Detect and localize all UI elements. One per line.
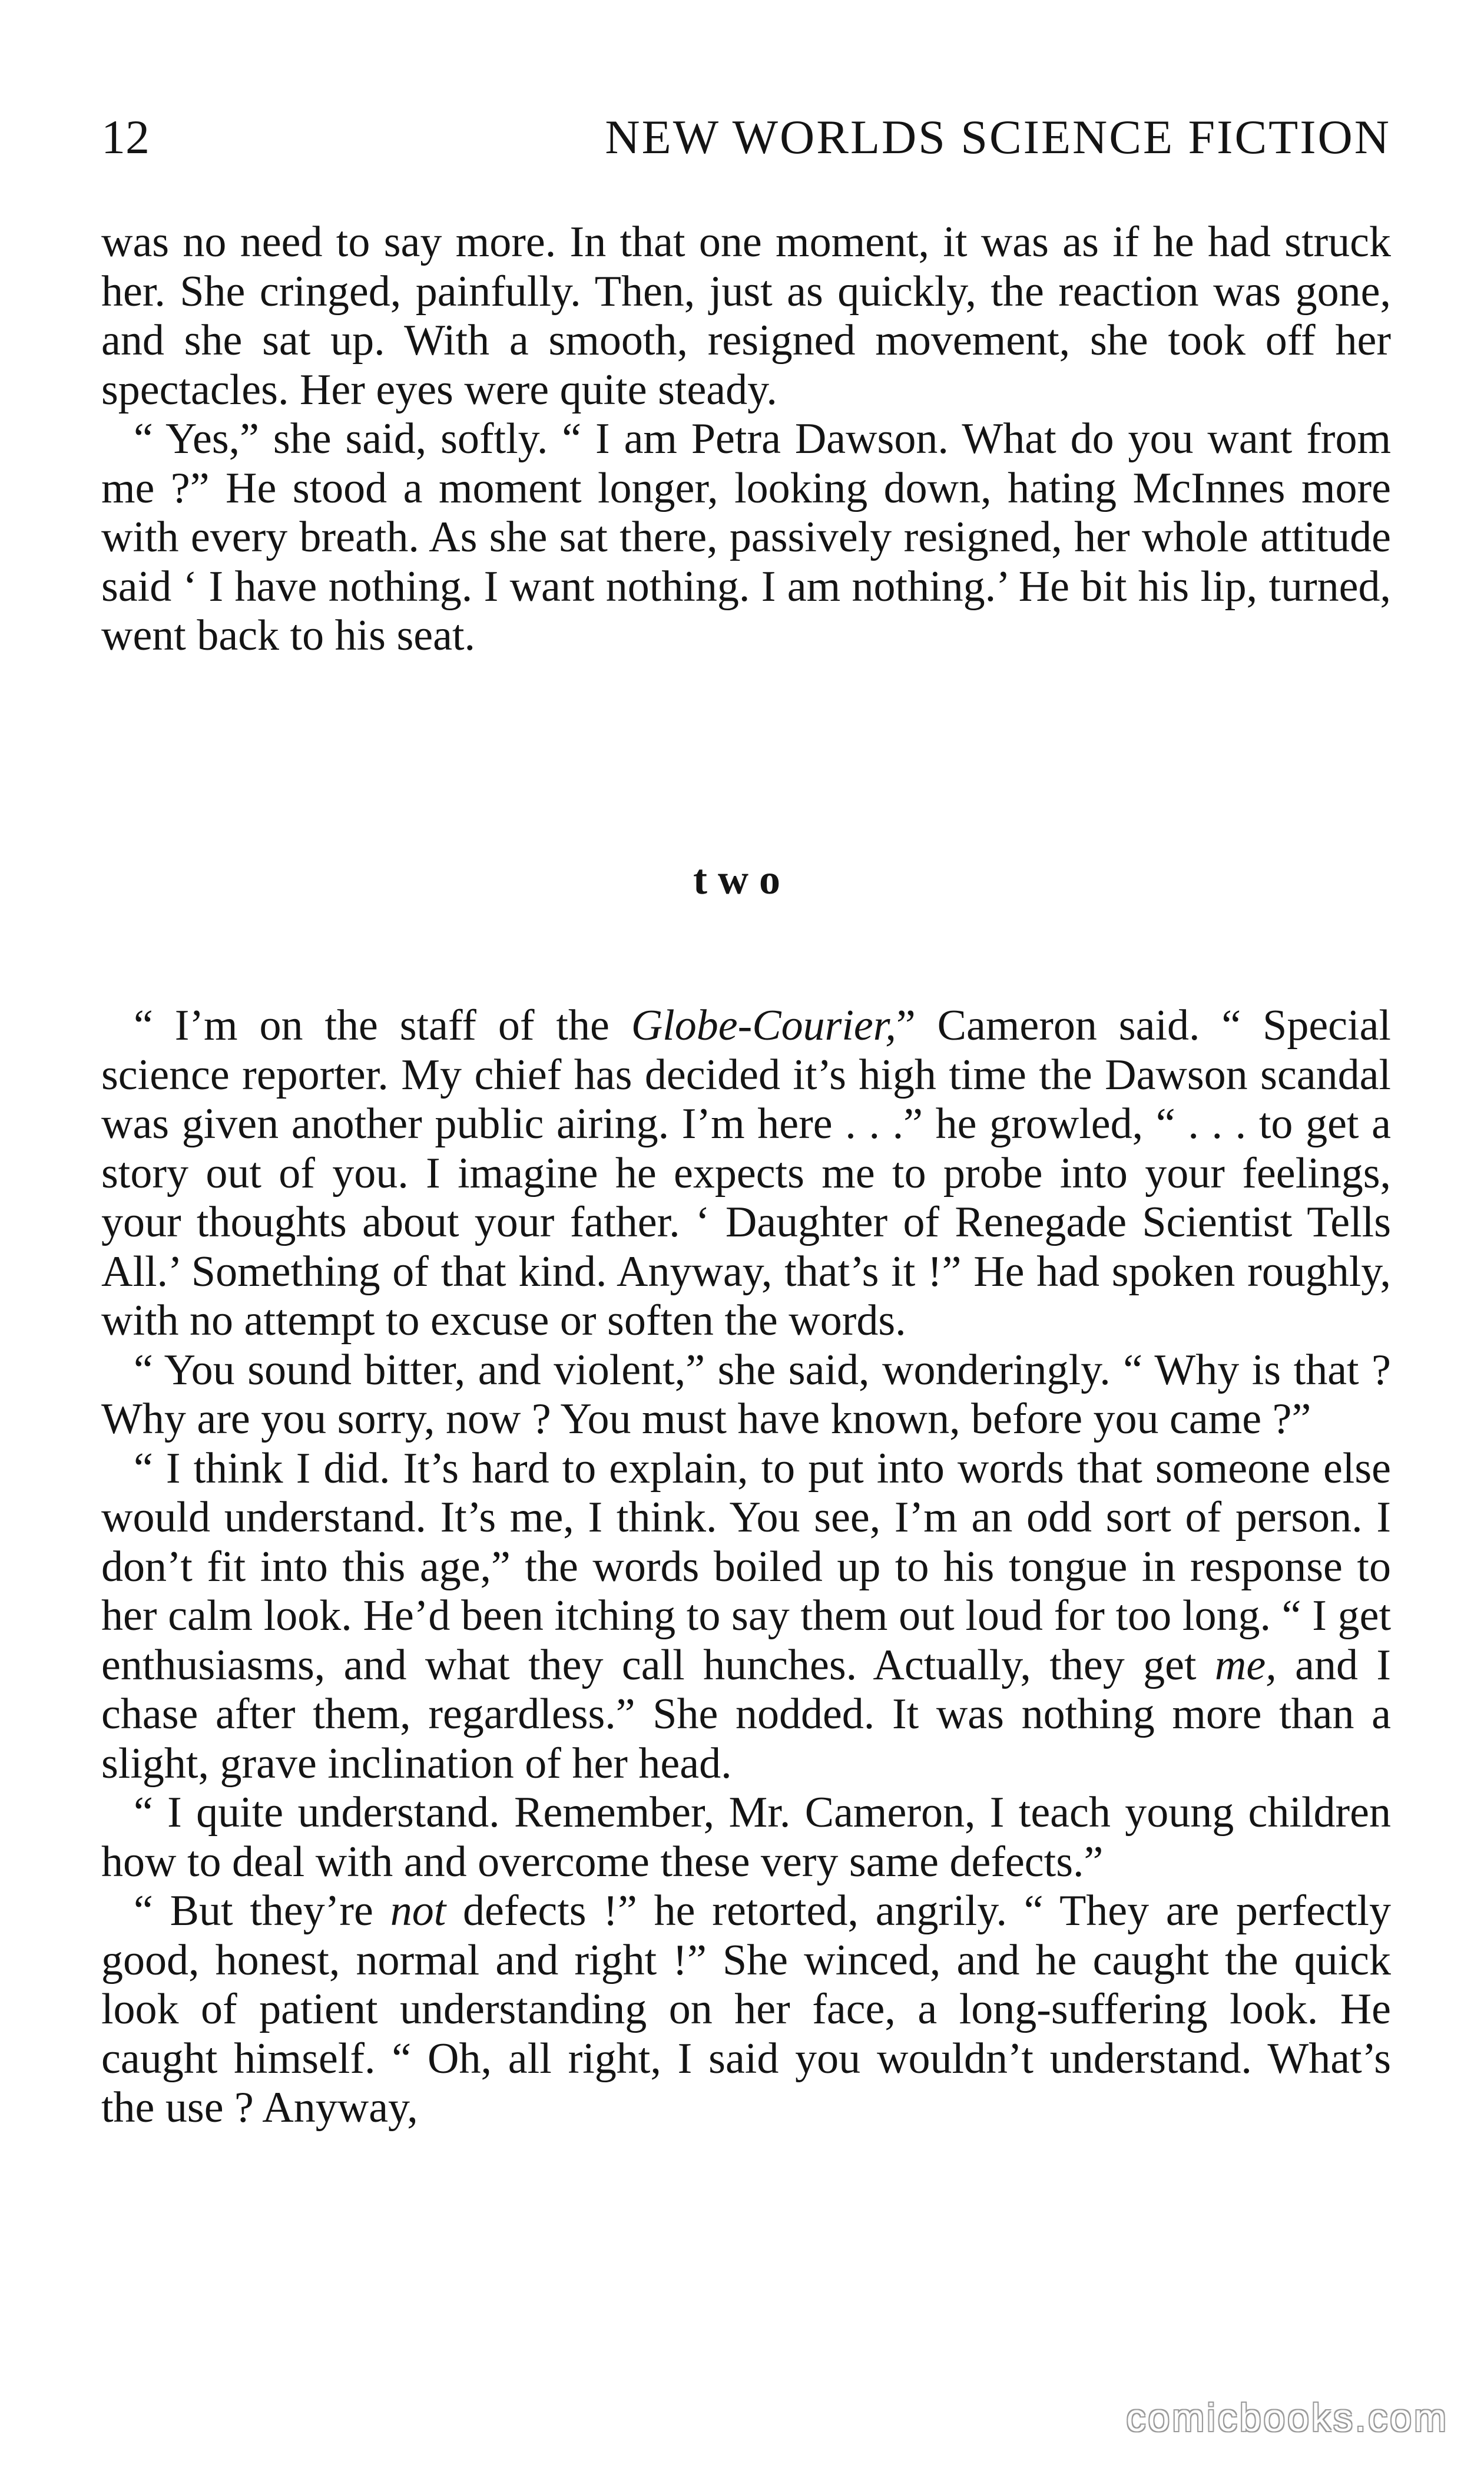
paragraph: was no need to say more. In that one moment, it was as if he had struck her. She cringed, painfully. Then, just as quickly, the reaction was gone, and she sat up. With a smooth, resigned movement, she took off her spectacles. Her eyes were quite steady. (101, 218, 1391, 414)
newspaper-name: Globe-Courier, (631, 1001, 896, 1050)
text-run: “ I think I did. It’s hard to explain, to put into words that someone else would understand. It’s me, I think. You see, I’m an odd sort of person. I don’t fit into this age,” the words boiled up to his tongue in response to her calm look. He’d been itching to say them out loud for too long. “ I get enthusiasms, and what they call hunches. Actually, they get (101, 1444, 1391, 1689)
paragraph (101, 1444, 1391, 1789)
text-run: ” Cameron said. “ Special science reporter. My chief has decided it’s high time the Dawson scandal was given another public airing. I’m here . . .” he growled, “ . . . to get a story out of you. I imagine he expects me to probe into your feelings, your thoughts about your father. ‘ Daughter of Renegade Scientist Tells All.’ Something of that kind. Anyway, that’s it !” He had spoken roughly, with no attempt to excuse or soften the words. (101, 1001, 1391, 1345)
text-run: defects !” he retorted, angrily. “ They are perfectly good, honest, normal and right !” She winced, and he caught the quick look of patient understanding on her face, a long-suffering look. He caught himself. “ Oh, all right, I said you wouldn’t understand. What’s the use ? Anyway, (101, 1887, 1391, 2132)
running-head (101, 105, 1391, 170)
emphasis: not (390, 1887, 446, 1935)
chapter-heading: two (693, 856, 791, 903)
journal-title: NEW WORLDS SCIENCE FICTION (605, 110, 1391, 164)
section-one-text (101, 218, 1391, 661)
paragraph: “ I quite understand. Remember, Mr. Cameron, I teach young children how to deal with and overcome these very same defects.” (101, 1788, 1391, 1886)
page-number: 12 (101, 110, 150, 164)
section-two-text (101, 1001, 1391, 2133)
emphasis: me, (1214, 1640, 1277, 1689)
text-run: and I chase after them, regardless.” She nodded. It was nothing more than a slight, grave inclination of her head. (101, 1640, 1391, 1788)
text-run: “ I’m on the staff of the (134, 1001, 631, 1050)
watermark: comicbooks.com (1126, 2396, 1449, 2439)
text-run: “ But they’re (134, 1887, 390, 1935)
paragraph: “ You sound bitter, and violent,” she said, wonderingly. “ Why is that ? Why are you sorry, now ? You must have known, before you came ?” (101, 1345, 1391, 1443)
paragraph: “ Yes,” she said, softly. “ I am Petra Dawson. What do you want from me ?” He stood a moment longer, looking down, hating McInnes more with every breath. As she sat there, passively resigned, her whole attitude said ‘ I have nothing. I want nothing. I am nothing.’ He bit his lip, turned, went back to his seat. (101, 415, 1391, 660)
paragraph (101, 1887, 1391, 2133)
paragraph (101, 1001, 1391, 1346)
